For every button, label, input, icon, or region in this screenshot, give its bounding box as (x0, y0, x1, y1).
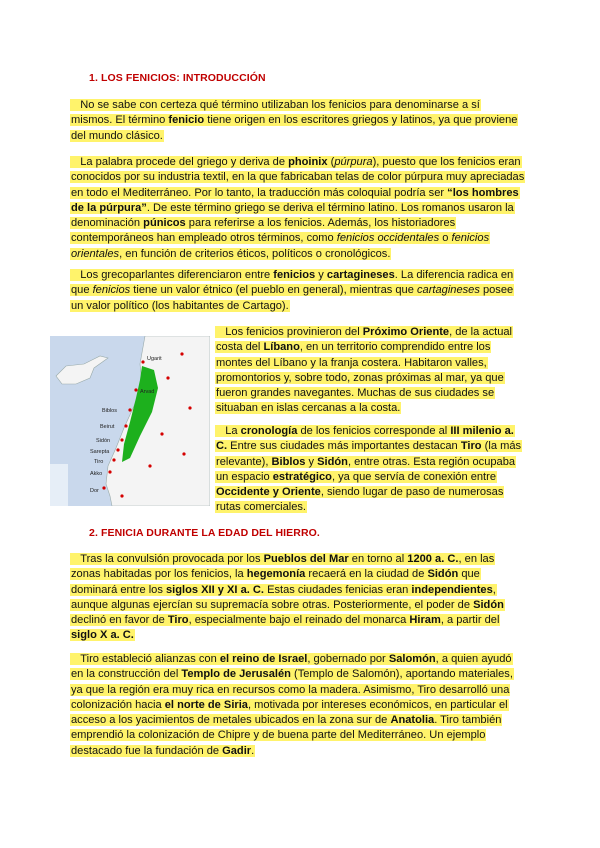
city-marker (160, 432, 163, 435)
highlighted-text: La palabra procede del griego y deriva de phoinix (púrpura), puesto que los fenicios eran conocidos por su industria textil, en la que fabricaban telas de color púrpura muy apreciadas en todo el Mediterráneo. Por lo tanto, la traducción más coloquial podría ser “los hombres de la púrpura”. De este término griego se deriva el término latino. Los romanos usaron la denominación púnicos para referirse a los fenicios. Además, los historiadores contemporáneos han empleado otros términos, como fenicios occidentales o fenicios orientales, en función de criterios éticos, políticos o cronológicos. (71, 156, 525, 260)
city-marker (188, 406, 191, 409)
highlighted-text: No se sabe con certeza qué término utilizaban los fenicios para denominarse a sí mismos. El término fenicio tiene origen en los escritores griegos y latinos, ya que proviene del mundo clásico. (71, 99, 518, 142)
city-marker (120, 438, 123, 441)
highlighted-text: Tras la convulsión provocada por los Pueblos del Mar en torno al 1200 a. C., en las zonas habitadas por los fenicios, la hegemonía recaerá en la ciudad de Sidón que dominará entre los siglos XII y XI a. C. Estas ciudades fenicias eran independientes, aunque algunas ejercían su supremacía sobre otras. Posteriormente, el poder de Sidón declinó en favor de Tiro, especialmente bajo el reinado del monarca Hiram, a partir del siglo X a. C. (71, 553, 504, 642)
paragraph-1-4 (215, 325, 525, 417)
city-marker (180, 352, 183, 355)
cyprus-island (56, 356, 108, 384)
paragraph-2-1 (70, 552, 525, 644)
city-marker (120, 494, 123, 497)
map-label-tiro: Tiro (94, 459, 104, 465)
city-marker (102, 486, 105, 489)
highlighted-text: Tiro estableció alianzas con el reino de Israel, gobernado por Salomón, a quien ayudó en la construcción del Templo de Jerusalén (Templo de Salomón), aportando materiales, ya que la región era muy rica en recursos como la madera. Asimismo, Tiro desarrolló una colonización hacia el norte de Siria, motivada por intereses económicos, en particular el acceso a los yacimientos de metales ubicados en la zona sur de Anatolia. Tiro también emprendió la colonización de Chipre y de buena parte del Mediterráneo. Un ejemplo destacado fue la fundación de Gadir. (71, 653, 513, 757)
city-marker (108, 470, 111, 473)
city-marker (182, 452, 185, 455)
city-marker (116, 448, 119, 451)
city-marker (134, 388, 137, 391)
paragraph-1-1 (70, 98, 522, 144)
map-label-akko: Akko (90, 471, 103, 477)
city-marker (112, 458, 115, 461)
map-label-arvad: Arvad (140, 389, 155, 395)
map-label-beirut: Beirut (100, 424, 115, 430)
phoenicia-map (50, 336, 210, 506)
paragraph-2-2 (70, 652, 525, 759)
section-2-heading: 2. FENICIA DURANTE LA EDAD DEL HIERRO. (89, 527, 320, 539)
city-marker (148, 464, 151, 467)
paragraph-1-3 (70, 268, 525, 314)
city-marker (141, 360, 144, 363)
map-label-ugarit: Ugarit (147, 356, 162, 362)
map-label-sidon: Sidón (96, 438, 111, 444)
map-label-biblos: Biblos (102, 408, 117, 414)
highlighted-text: La cronología de los fenicios corresponde al III milenio a. C. Entre sus ciudades más importantes destacan Tiro (la más relevante), Biblos y Sidón, entre otras. Esta región ocupaba un espacio estratégico, ya que servía de conexión entre Occidente y Oriente, siendo lugar de paso de numerosas rutas comerciales. (216, 425, 522, 514)
highlighted-text: Los grecoparlantes diferenciaron entre fenicios y cartagineses. La diferencia radica en que fenicios tiene un valor étnico (el pueblo en general), mientras que cartagineses posee un valor político (los habitantes de Cartago). (71, 269, 514, 312)
section-1-heading: 1. LOS FENICIOS: INTRODUCCIÓN (89, 72, 266, 84)
highlighted-text: Los fenicios provinieron del Próximo Oriente, de la actual costa del Líbano, en un territorio comprendido entre los montes del Líbano y la franja costera. Habitaron valles, promontorios y, sobre todo, zonas próximas al mar, ya que fueron grandes navegantes. Muchas de sus ciudades se situaban en islas cercanas a la costa. (216, 326, 512, 415)
egypt-area (50, 464, 68, 506)
map-label-dor: Dor (90, 488, 99, 494)
paragraph-1-2 (70, 155, 532, 262)
city-marker (124, 424, 127, 427)
city-marker (128, 408, 131, 411)
map-label-sarepta: Sarepta (90, 449, 110, 455)
paragraph-1-5 (215, 424, 525, 516)
city-marker (166, 376, 169, 379)
